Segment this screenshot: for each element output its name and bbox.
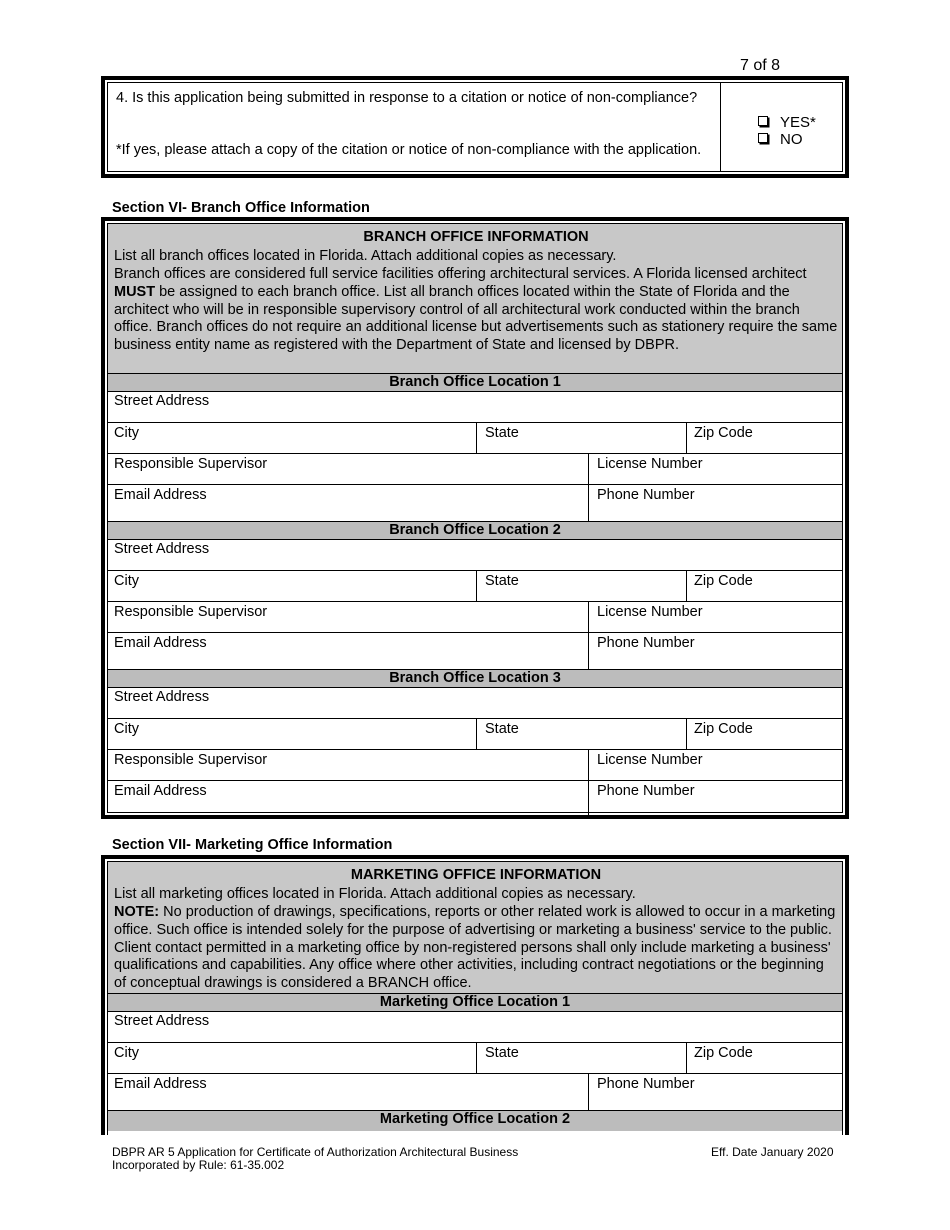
question-4-note: *If yes, please attach a copy of the citation or notice of non-compliance with the application.: [116, 142, 702, 158]
section-6-title: Section VI- Branch Office Information: [112, 200, 370, 216]
marketing-office-box: [101, 855, 849, 1135]
question-4-text: 4. Is this application being submitted in response to a citation or notice of non-compliance?: [116, 90, 698, 106]
city-field[interactable]: City: [114, 425, 139, 441]
street-address-field[interactable]: Street Address: [114, 541, 210, 557]
footer-rule: Incorporated by Rule: 61-35.002: [112, 1158, 285, 1172]
checkbox-icon[interactable]: [758, 116, 768, 126]
email-address-field[interactable]: Email Address: [114, 1076, 207, 1092]
street-address-field[interactable]: Street Address: [114, 393, 210, 409]
no-label: NO: [780, 131, 803, 148]
responsible-supervisor-field[interactable]: Responsible Supervisor: [114, 456, 268, 472]
yes-label: YES*: [780, 114, 816, 131]
no-option[interactable]: [758, 131, 816, 148]
footer-form-title: DBPR AR 5 Application for Certificate of Authorization Architectural Business: [112, 1145, 519, 1159]
zip-code-field[interactable]: Zip Code: [694, 573, 753, 589]
phone-number-field[interactable]: Phone Number: [597, 487, 695, 503]
branch-location-2-header: Branch Office Location 2: [108, 521, 842, 540]
email-address-field[interactable]: Email Address: [114, 487, 207, 503]
yes-option[interactable]: [758, 114, 816, 131]
question-4-box: [101, 76, 849, 178]
checkbox-icon[interactable]: [758, 133, 768, 143]
branch-description: Branch offices are considered full service facilities offering architectural services. A Florida licensed architect MUST be assigned to each branch office. List all branch offices located within the State of Florida and the architect who will be in responsible supervisory control of all architectural work conducted within the branch office. Branch offices do not require an additional license but advertisements such as stationery require the same business entity name as registered with the Department of State and licensed by DBPR.: [114, 266, 838, 354]
footer-form-info: [112, 1146, 518, 1172]
city-field[interactable]: City: [114, 721, 139, 737]
state-field[interactable]: State: [485, 721, 519, 737]
state-field[interactable]: State: [485, 1045, 519, 1061]
footer-eff-date: Eff. Date January 2020: [711, 1145, 834, 1159]
marketing-location-1-header: Marketing Office Location 1: [108, 993, 842, 1012]
license-number-field[interactable]: License Number: [597, 752, 703, 768]
street-address-field[interactable]: Street Address: [114, 689, 210, 705]
street-address-field[interactable]: Street Address: [114, 1013, 210, 1029]
license-number-field[interactable]: License Number: [597, 604, 703, 620]
zip-code-field[interactable]: Zip Code: [694, 1045, 753, 1061]
page-number: 7 of 8: [740, 57, 781, 74]
section-7-title: Section VII- Marketing Office Information: [112, 837, 393, 853]
marketing-heading: MARKETING OFFICE INFORMATION: [350, 867, 602, 883]
state-field[interactable]: State: [485, 573, 519, 589]
phone-number-field[interactable]: Phone Number: [597, 783, 695, 799]
branch-location-3-header: Branch Office Location 3: [108, 669, 842, 688]
marketing-intro: List all marketing offices located in Florida. Attach additional copies as necessary.: [114, 886, 636, 902]
phone-number-field[interactable]: Phone Number: [597, 1076, 695, 1092]
branch-location-1-header: Branch Office Location 1: [108, 373, 842, 392]
zip-code-field[interactable]: Zip Code: [694, 425, 753, 441]
email-address-field[interactable]: Email Address: [114, 635, 207, 651]
city-field[interactable]: City: [114, 1045, 139, 1061]
state-field[interactable]: State: [485, 425, 519, 441]
marketing-location-2-header: Marketing Office Location 2: [108, 1110, 842, 1131]
branch-heading: BRANCH OFFICE INFORMATION: [363, 229, 589, 245]
responsible-supervisor-field[interactable]: Responsible Supervisor: [114, 752, 268, 768]
phone-number-field[interactable]: Phone Number: [597, 635, 695, 651]
branch-intro: List all branch offices located in Florida. Attach additional copies as necessary.: [114, 248, 617, 264]
zip-code-field[interactable]: Zip Code: [694, 721, 753, 737]
responsible-supervisor-field[interactable]: Responsible Supervisor: [114, 604, 268, 620]
marketing-note: NOTE: No production of drawings, specifications, reports or other related work is allowed to occur in a marketing office. Such office is intended solely for the purpose of advertising or marketing a business' service to the public. Client contact permitted in a marketing office by non-registered persons shall only include marketing a business' qualifications and capabilities. Any office where other activities, including contract negotiations or the beginning of conceptual drawings is considered a BRANCH office.: [114, 904, 836, 992]
branch-office-box: [101, 217, 849, 819]
license-number-field[interactable]: License Number: [597, 456, 703, 472]
question-4-options: [758, 114, 816, 148]
email-address-field[interactable]: Email Address: [114, 783, 207, 799]
city-field[interactable]: City: [114, 573, 139, 589]
